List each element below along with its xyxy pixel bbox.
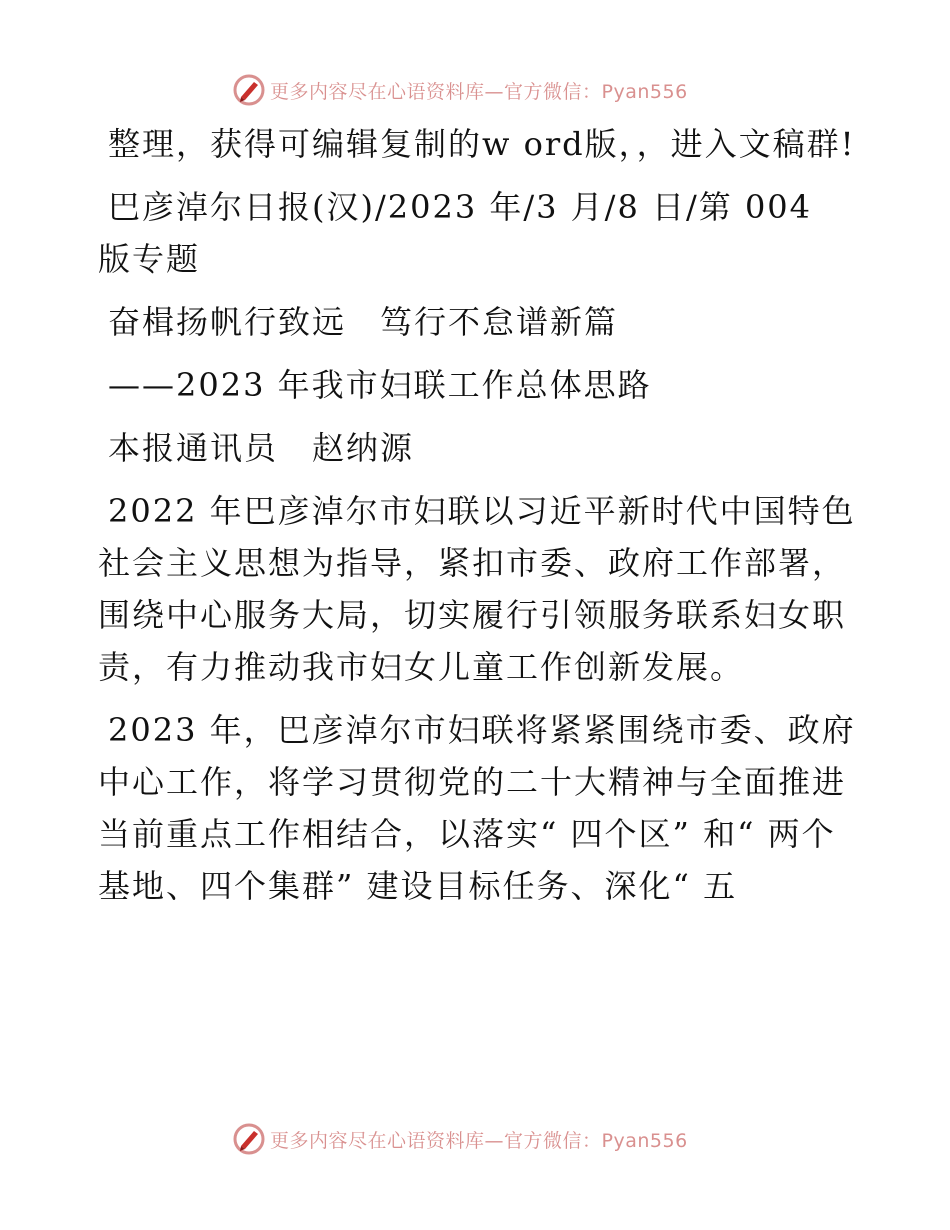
paragraph-body-1: 2022 年巴彦淖尔市妇联以习近平新时代中国特色社会主义思想为指导，紧扣市委、政府工作部署，围绕中心服务大局，切实履行引领服务联系妇女职责，有力推动我市妇女儿童工作创新发展。 — [98, 492, 856, 686]
paragraph-intro: 整理，获得可编辑复制的w ord版，，进入文稿群! — [108, 125, 856, 163]
watermark-text: 更多内容尽在心语资料库—官方微信：Pyan556 — [270, 1129, 688, 1152]
article-subtitle: ——2023 年我市妇联工作总体思路 — [108, 366, 652, 404]
pen-seal-icon — [232, 1122, 266, 1156]
paragraph-body-2: 2023 年，巴彦淖尔市妇联将紧紧围绕市委、政府中心工作，将学习贯彻党的二十大精神与全面推进当前重点工作相结合，以落实“ 四个区” 和“ 两个基地、四个集群” 建设目标任务、深化“ 五 — [98, 711, 856, 905]
pen-seal-icon — [232, 73, 266, 107]
document-body — [98, 118, 858, 923]
watermark-text: 更多内容尽在心语资料库—官方微信：Pyan556 — [270, 80, 688, 103]
paragraph-source: 巴彦淖尔日报(汉)/2023 年/3 月/8 日/第 004 版专题 — [98, 188, 813, 278]
article-byline: 本报通讯员 赵纳源 — [108, 429, 415, 467]
watermark-footer — [232, 1121, 688, 1157]
article-title: 奋楫扬帆行致远 笃行不怠谱新篇 — [108, 303, 619, 341]
watermark-header — [232, 72, 688, 108]
